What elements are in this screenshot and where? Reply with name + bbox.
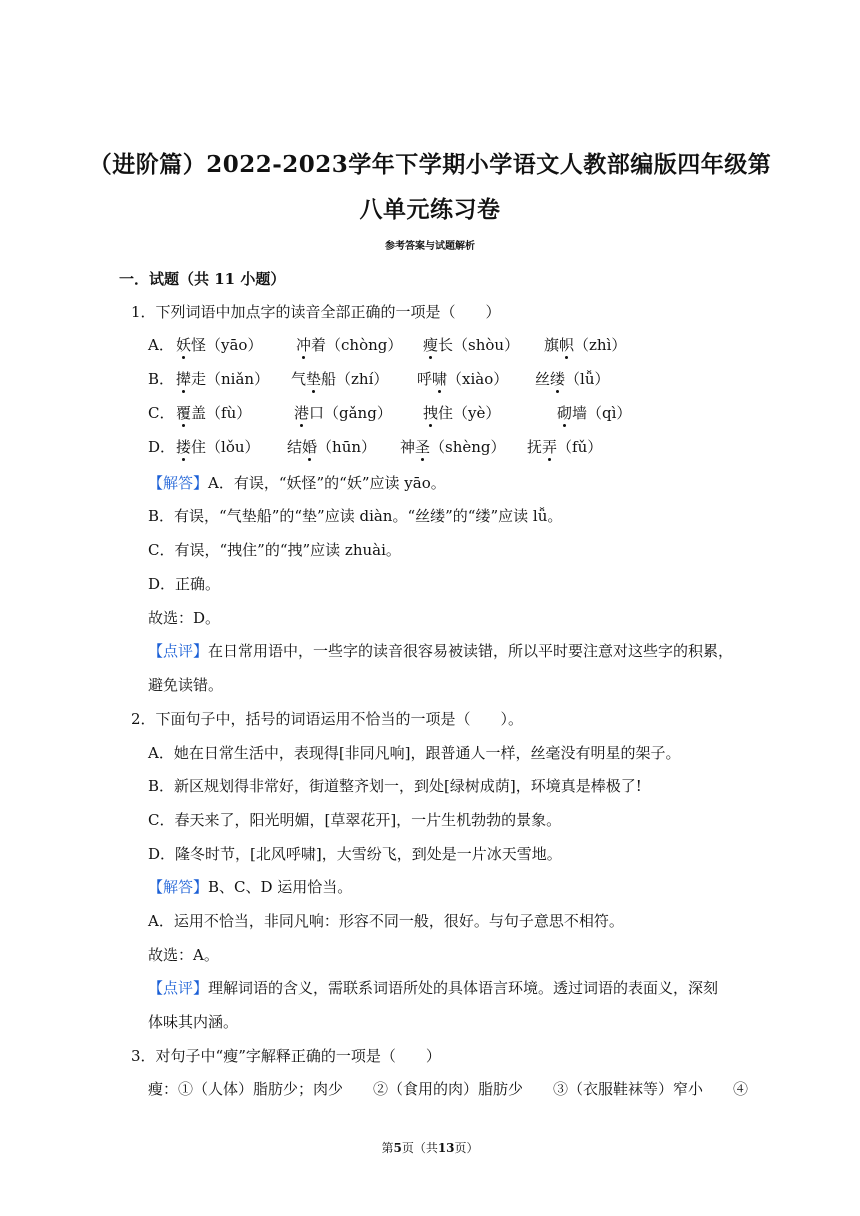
dotted-char: 帜 — [559, 336, 575, 354]
dotted-char: 缕 — [550, 370, 566, 388]
option-word — [423, 403, 500, 423]
q3-definitions: 瘦：①（人体）脂肪少；肉少 ②（食用的肉）脂肪少 ③（衣服鞋袜等）窄小 ④ — [148, 1080, 749, 1098]
word-rest: 住（yè） — [438, 404, 501, 422]
word-rest: 走（niǎn） — [191, 370, 270, 388]
q3-stem: 3．对句子中“瘦”字解释正确的一项是（ ） — [131, 1047, 441, 1065]
dotted-char: 妖 — [176, 336, 192, 354]
word-pre: 呼 — [417, 370, 433, 388]
option-word — [287, 437, 376, 457]
answer-tag: 【解答】 — [148, 474, 209, 492]
dotted-char: 婚 — [302, 438, 318, 456]
document-subtitle: 参考答案与试题解析 — [385, 241, 475, 252]
document-title-line-1: （进阶篇）2022-2023学年下学期小学语文人教部编版四年级第 — [88, 151, 772, 178]
option-word — [557, 403, 631, 423]
dotted-char: 垫 — [306, 370, 322, 388]
q1-stem: 1．下列词语中加点字的读音全部正确的一项是（ ） — [131, 303, 501, 321]
word-rest: （hūn） — [317, 438, 377, 456]
option-word — [296, 335, 402, 355]
dotted-char: 搂 — [176, 438, 192, 456]
answer-text: A．有误，“妖怪”的“妖”应读 yāo。 — [208, 474, 446, 492]
word-rest: 着（chòng） — [311, 336, 403, 354]
dotted-char: 圣 — [415, 438, 431, 456]
word-rest: （fǔ） — [557, 438, 603, 456]
option-word — [294, 403, 392, 423]
option-word — [176, 437, 260, 457]
option-word — [527, 437, 602, 457]
dotted-char: 冲 — [296, 336, 312, 354]
answer-tag: 【解答】 — [148, 878, 209, 896]
comment-tag: 【点评】 — [148, 979, 209, 997]
option-word — [544, 335, 626, 355]
document-title-line-2: 八单元练习卷 — [359, 196, 501, 223]
word-pre: 神 — [400, 438, 416, 456]
footer-suffix: 页） — [454, 1141, 479, 1155]
q1-comment-line-1 — [148, 641, 733, 661]
word-pre: 丝 — [535, 370, 551, 388]
q2-comment-line-1 — [148, 978, 718, 998]
dotted-char: 瘦 — [423, 336, 439, 354]
q2-option-d: D．隆冬时节，[北风呼啸]，大雪纷飞，到处是一片冰天雪地。 — [148, 845, 562, 863]
word-pre: 抚 — [527, 438, 543, 456]
word-pre: 气 — [291, 370, 307, 388]
q2-comment-line-2: 体味其内涵。 — [148, 1013, 239, 1031]
dotted-char: 砌 — [557, 404, 573, 422]
dotted-char: 弄 — [542, 438, 558, 456]
q2-option-b: B．新区规划得非常好，街道整齐划一，到处[绿树成荫]，环境真是棒极了! — [148, 777, 642, 795]
word-rest: 怪（yāo） — [191, 336, 263, 354]
q1-answer-line-a — [148, 473, 446, 493]
q2-stem: 2．下面句子中，括号的词语运用不恰当的一项是（ ）。 — [131, 710, 524, 728]
word-pre: 旗 — [544, 336, 560, 354]
word-rest: 墙（qì） — [572, 404, 632, 422]
dotted-char: 啸 — [432, 370, 448, 388]
footer-prefix: 第 — [381, 1141, 394, 1155]
option-word — [176, 369, 269, 389]
q2-option-c: C．春天来了，阳光明媚，[草翠花开]，一片生机勃勃的景象。 — [148, 811, 562, 829]
dotted-char: 港 — [294, 404, 310, 422]
option-word — [400, 437, 506, 457]
dotted-char: 拽 — [423, 404, 439, 422]
dotted-char: 撵 — [176, 370, 192, 388]
word-rest: 船（zhí） — [321, 370, 389, 388]
section-heading: 一．试题（共 11 小题） — [119, 270, 286, 288]
word-rest: 长（shòu） — [438, 336, 520, 354]
option-word — [423, 335, 519, 355]
option-word — [291, 369, 388, 389]
page-total: 13 — [437, 1141, 455, 1155]
option-label: D． — [148, 438, 176, 456]
dotted-char: 覆 — [176, 404, 192, 422]
word-rest: 住（lǒu） — [191, 438, 260, 456]
q1-choice: 故选：D。 — [148, 609, 221, 627]
word-rest: 盖（fù） — [191, 404, 252, 422]
footer-mid: 页（共 — [401, 1141, 438, 1155]
word-rest: （shèng） — [430, 438, 506, 456]
word-rest: （zhì） — [574, 336, 627, 354]
option-word — [417, 369, 508, 389]
q2-option-a: A．她在日常生活中，表现得[非同凡响]，跟普通人一样，丝毫没有明星的架子。 — [148, 744, 681, 762]
option-label: A． — [148, 336, 174, 354]
comment-text: 在日常用语中，一些字的读音很容易被读错，所以平时要注意对这些字的积累， — [208, 642, 734, 660]
page-number: 5 — [393, 1141, 402, 1155]
word-pre: 结 — [287, 438, 303, 456]
word-rest: 口（gǎng） — [309, 404, 392, 422]
comment-tag: 【点评】 — [148, 642, 209, 660]
comment-text: 理解词语的含义，需联系词语所处的具体语言环境。透过词语的表面义，深刻 — [208, 979, 719, 997]
q2-answer-line-1 — [148, 877, 352, 897]
q1-answer-line-c: C．有误，“拽住”的“拽”应读 zhuài。 — [148, 541, 401, 559]
q1-answer-line-b: B．有误，“气垫船”的“垫”应读 diàn。“丝缕”的“缕”应读 lǚ。 — [148, 507, 563, 525]
page-footer — [0, 1139, 860, 1156]
q2-answer-line-2: A．运用不恰当，非同凡响：形容不同一般，很好。与句子意思不相符。 — [148, 912, 624, 930]
option-word — [176, 335, 262, 355]
word-rest: （lǚ） — [565, 370, 610, 388]
option-label: C． — [148, 404, 175, 422]
q1-answer-line-d: D．正确。 — [148, 575, 221, 593]
q2-choice: 故选：A。 — [148, 946, 219, 964]
option-label: B． — [148, 370, 175, 388]
answer-text: B、C、D 运用恰当。 — [208, 878, 353, 896]
q1-comment-line-2: 避免读错。 — [148, 676, 224, 694]
option-word — [176, 403, 251, 423]
option-word — [535, 369, 610, 389]
word-rest: （xiào） — [447, 370, 509, 388]
